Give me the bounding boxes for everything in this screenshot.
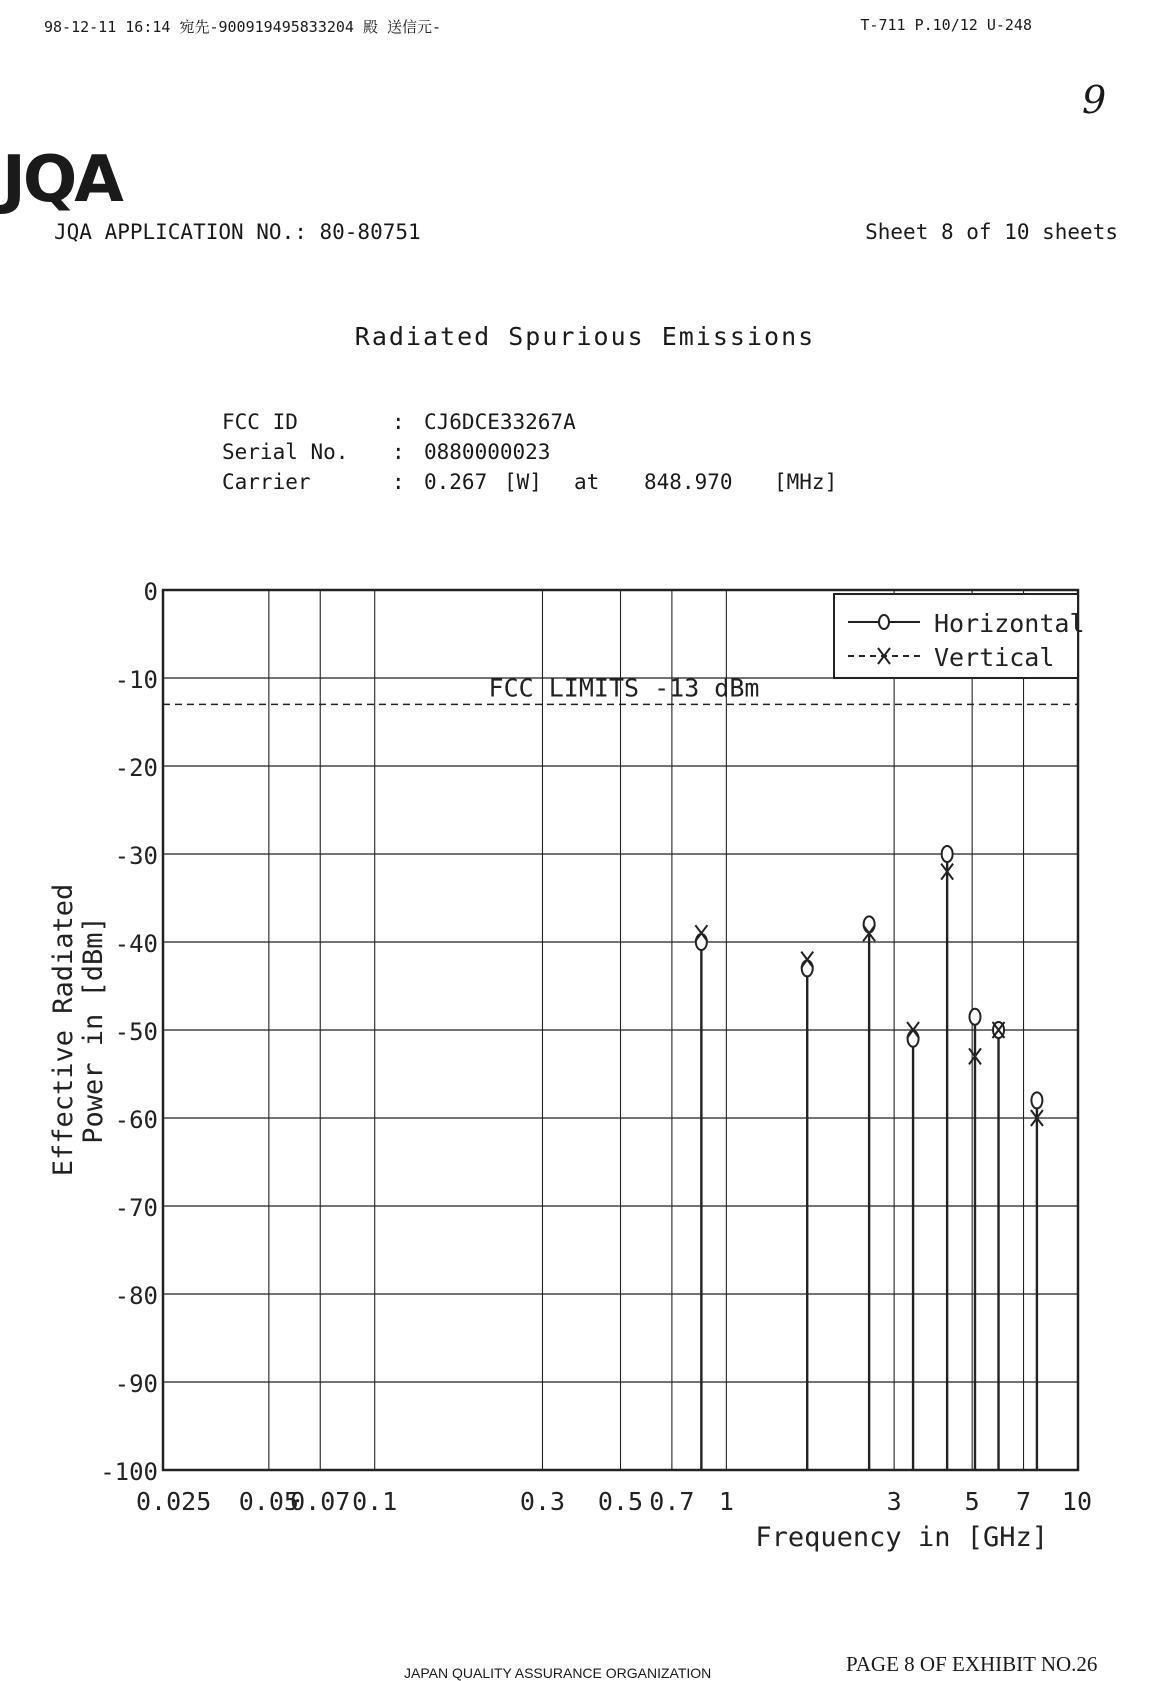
y-tick-label: -90 — [114, 1370, 158, 1398]
y-tick-label: -100 — [100, 1458, 158, 1486]
x-tick-label: 0.7 — [649, 1487, 695, 1516]
handwritten-page-mark: 9 — [1082, 78, 1107, 122]
fax-header — [44, 16, 1032, 36]
y-tick-label: -50 — [114, 1018, 158, 1046]
legend-horizontal-label: Horizontal — [934, 609, 1085, 638]
x-tick-label: 0.07 — [290, 1487, 351, 1516]
x-tick-label: 7 — [1015, 1487, 1032, 1516]
y-tick-label: -40 — [114, 930, 158, 958]
application-number: JQA APPLICATION NO.: 80-80751 — [54, 220, 421, 244]
horizontal-marker — [1031, 1092, 1042, 1108]
x-tick-label: 10 — [1061, 1487, 1092, 1516]
carrier-power-unit: [W] — [504, 470, 542, 494]
carrier-at: at — [574, 470, 600, 494]
carrier-frequency: 848.970 — [644, 470, 733, 494]
x-tick-label: 0.05 — [238, 1487, 299, 1516]
horizontal-marker — [802, 960, 813, 976]
horizontal-marker — [864, 916, 875, 932]
x-tick-label: 1 — [718, 1487, 734, 1516]
y-axis-label-line1: Effective Radiated — [48, 883, 79, 1177]
jqa-logo: JQA — [2, 143, 121, 217]
x-tick-label: 0.5 — [597, 1487, 644, 1516]
horizontal-marker — [696, 934, 707, 950]
y-tick-label: -30 — [114, 842, 158, 870]
info-serial-no: Serial No. : 0880000023 — [222, 440, 551, 464]
x-axis-label: Frequency in [GHz] — [755, 1522, 1048, 1553]
horizontal-marker — [942, 846, 953, 862]
y-tick-label: 0 — [143, 578, 158, 606]
y-tick-label: -20 — [114, 754, 158, 782]
fax-header-right: T-711 P.10/12 U-248 — [860, 16, 1032, 34]
horizontal-marker — [908, 1031, 919, 1047]
sheet-number: Sheet 8 of 10 sheets — [865, 220, 1118, 244]
serial-no-label: Serial No. — [222, 440, 349, 464]
x-tick-label: 0.1 — [352, 1487, 398, 1516]
fcc-id-label: FCC ID — [222, 410, 298, 434]
info-fcc-id: FCC ID : CJ6DCE33267A — [222, 410, 576, 434]
footer-organization: JAPAN QUALITY ASSURANCE ORGANIZATION — [404, 1665, 712, 1681]
footer-page-number: PAGE 8 OF EXHIBIT NO.26 — [846, 1652, 1098, 1676]
x-tick-label: 5 — [964, 1487, 980, 1516]
y-tick-label: -80 — [114, 1282, 158, 1310]
fax-header-left: 98-12-11 16:14 宛先-900919495833204 殿 送信元- — [44, 18, 442, 36]
y-tick-label: -60 — [114, 1106, 158, 1134]
emissions-chart — [0, 560, 1152, 1560]
info-carrier: Carrier : 0.267 [W] at 848.970 [MHz] — [222, 470, 838, 494]
x-tick-label: 0.3 — [519, 1487, 566, 1516]
y-tick-label: -70 — [114, 1194, 158, 1222]
legend-vertical-label: Vertical — [934, 643, 1055, 672]
horizontal-marker — [969, 1009, 980, 1025]
limit-label: FCC LIMITS -13 dBm — [488, 673, 760, 703]
carrier-label: Carrier — [222, 470, 311, 494]
legend-horizontal-marker — [879, 615, 889, 629]
serial-no-value: 0880000023 — [424, 440, 551, 464]
report-title: Radiated Spurious Emissions — [354, 322, 816, 351]
y-tick-label: -10 — [114, 666, 158, 694]
carrier-power: 0.267 — [424, 470, 488, 494]
carrier-frequency-unit: [MHz] — [774, 470, 838, 494]
fcc-id-value: CJ6DCE33267A — [424, 410, 576, 434]
x-tick-label: 3 — [886, 1487, 902, 1516]
x-tick-label: 0.025 — [136, 1487, 212, 1516]
y-axis-label-line2: Power in [dBm] — [78, 916, 109, 1144]
